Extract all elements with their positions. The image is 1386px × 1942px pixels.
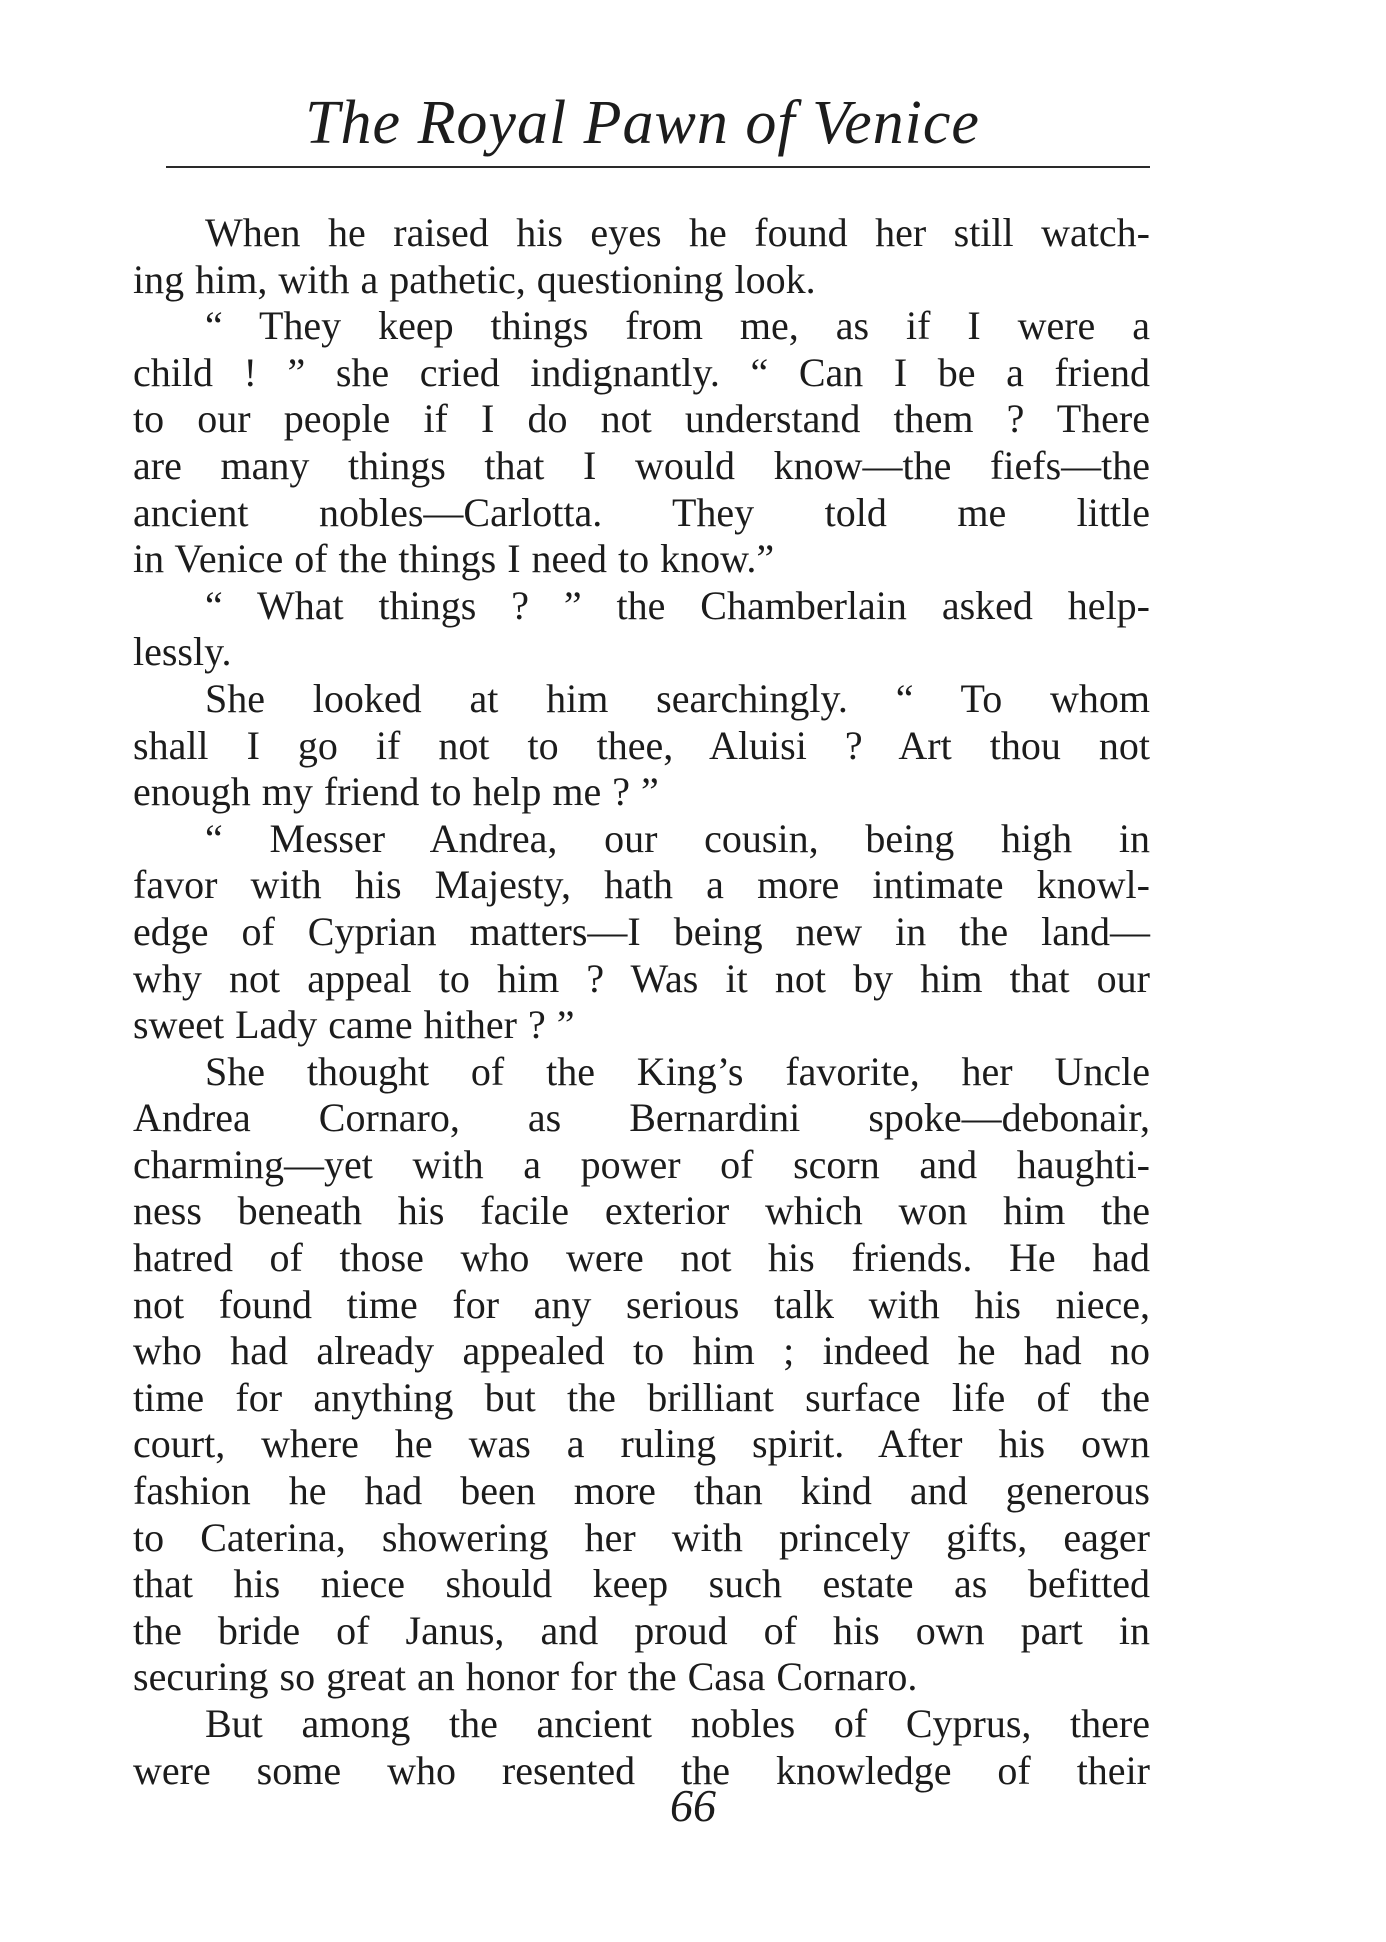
text-line: She looked at him searchingly. “ To whom [205, 675, 1150, 721]
text-line: Andrea Cornaro, as Bernardini spoke—debonair, [133, 1095, 1150, 1141]
text-line: hatred of those who were not his friends. He had [133, 1235, 1150, 1281]
text-line: edge of Cyprian matters—I being new in the land— [133, 908, 1150, 954]
text-line: fashion he had been more than kind and generous [133, 1468, 1150, 1514]
text-line: enough my friend to help me ? ” [133, 769, 659, 815]
text-line: ing him, with a pathetic, questioning look. [133, 256, 816, 302]
text-line: who had already appealed to him ; indeed he had no [133, 1328, 1150, 1374]
text-line: ancient nobles—Carlotta. They told me little [133, 489, 1150, 535]
text-line: “ Messer Andrea, our cousin, being high in [205, 815, 1150, 861]
text-line: She thought of the King’s favorite, her Uncle [205, 1048, 1150, 1094]
text-line: sweet Lady came hither ? ” [133, 1002, 575, 1048]
header-rule [166, 166, 1150, 168]
text-line: are many things that I would know—the fiefs—the [133, 442, 1150, 488]
text-line: “ They keep things from me, as if I were a [205, 303, 1150, 349]
text-line: why not appeal to him ? Was it not by him that our [133, 955, 1150, 1001]
text-line: child ! ” she cried indignantly. “ Can I be a friend [133, 349, 1150, 395]
running-head: The Royal Pawn of Venice [305, 89, 980, 157]
text-line: to Caterina, showering her with princely gifts, eager [133, 1514, 1150, 1560]
text-line: time for anything but the brilliant surface life of the [133, 1374, 1150, 1420]
text-line: court, where he was a ruling spirit. After his own [133, 1421, 1150, 1467]
text-line: securing so great an honor for the Casa Cornaro. [133, 1654, 918, 1700]
text-line: not found time for any serious talk with his niece, [133, 1281, 1150, 1327]
text-line: lessly. [133, 629, 232, 675]
text-line: the bride of Janus, and proud of his own part in [133, 1607, 1150, 1653]
body-text [133, 210, 1150, 1794]
text-line: “ What things ? ” the Chamberlain asked help- [205, 582, 1150, 628]
text-line: were some who resented the knowledge of their [133, 1747, 1150, 1793]
text-line: But among the ancient nobles of Cyprus, there [205, 1701, 1150, 1746]
text-line: to our people if I do not understand them ? There [133, 396, 1150, 442]
page-number: 66 [670, 1780, 716, 1831]
text-line: shall I go if not to thee, Aluisi ? Art thou not [133, 722, 1150, 768]
text-line: in Venice of the things I need to know.” [133, 536, 775, 582]
text-line: When he raised his eyes he found her still watch- [205, 210, 1150, 255]
text-line: ness beneath his facile exterior which won him the [133, 1188, 1150, 1234]
text-line: charming—yet with a power of scorn and haughti- [133, 1141, 1150, 1187]
text-line: that his niece should keep such estate as befitted [133, 1561, 1150, 1607]
text-line: favor with his Majesty, hath a more intimate knowl- [133, 862, 1150, 908]
